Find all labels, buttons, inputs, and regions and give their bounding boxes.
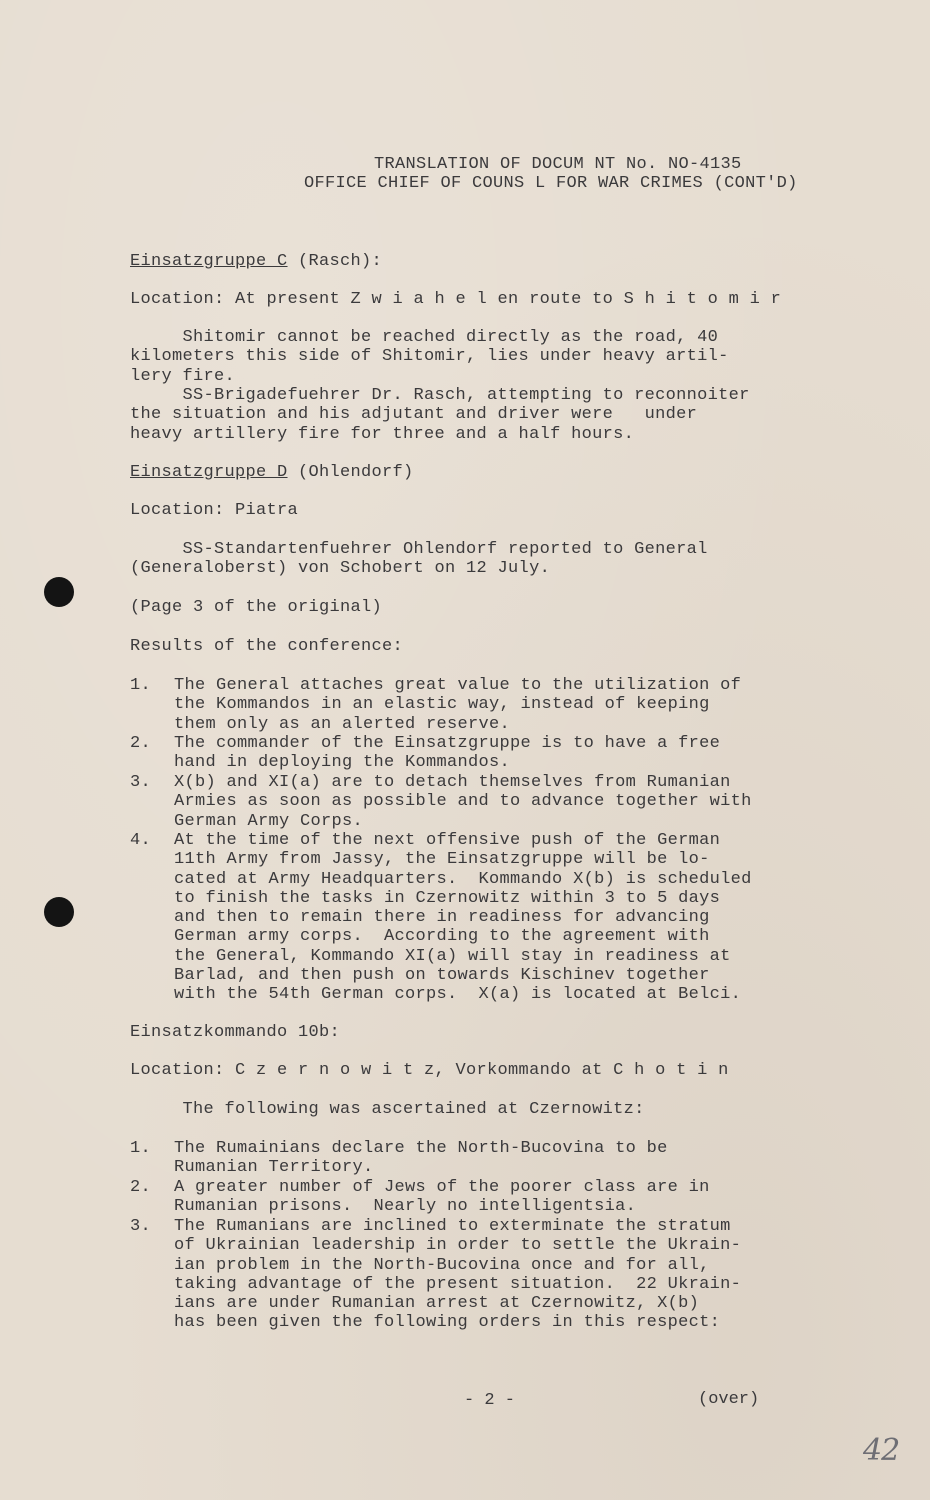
list-item-text: A greater number of Jews of the poorer class are in Rumanian prisons. Nearly no intelligentsia. — [174, 1178, 710, 1217]
section-heading-rest: (Rasch): — [287, 252, 383, 271]
page-note: (Page 3 of the original) — [130, 598, 383, 617]
paragraph-c-2: SS-Brigadefuehrer Dr. Rasch, attempting to reconnoiter the situation and his adjutant and driver were under heavy artillery fire for three and a half hours. — [130, 386, 750, 444]
list-item-text: X(b) and XI(a) are to detach themselves from Rumanian Armies as soon as possible and to advance together with German Army Corps. — [174, 773, 752, 831]
section-heading-name: Einsatzgruppe D — [130, 463, 288, 482]
list-item-number: 2. — [130, 1178, 152, 1197]
header-line-2: OFFICE CHIEF OF COUNS L FOR WAR CRIMES (CONT'D) — [304, 174, 798, 193]
list-item-number: 1. — [130, 676, 152, 695]
list-item-number: 3. — [130, 773, 152, 792]
handwritten-page-number: 42 — [863, 1433, 900, 1468]
section-heading-einsatzgruppe-d — [130, 463, 414, 482]
punch-hole — [44, 577, 74, 607]
location-line-d: Location: Piatra — [130, 501, 299, 520]
list-item-number: 3. — [130, 1217, 152, 1236]
page-number: - 2 - — [464, 1391, 516, 1410]
list-item-text: At the time of the next offensive push of the German 11th Army from Jassy, the Einsatzgruppe will be lo- cated at Army Headquarters. Kommando X(b) is scheduled to finish the tasks in Czernowitz within 3 to 5 days and then to remain there in readiness for advancing German army corps. According to the agreement with the General, Kommando XI(a) will stay in readiness at Barlad, and then push on towards Kischinev together with the 54th German corps. X(a) is located at Belci. — [174, 831, 752, 1005]
list-item-text: The General attaches great value to the utilization of the Kommandos in an elastic way, instead of keeping them only as an alerted reserve. — [174, 676, 742, 734]
over-note: (over) — [698, 1390, 760, 1409]
list-item-text: The commander of the Einsatzgruppe is to have a free hand in deploying the Kommandos. — [174, 734, 721, 773]
list-item-number: 4. — [130, 831, 152, 850]
list-item-text: The Rumainians declare the North-Bucovina to be Rumanian Territory. — [174, 1139, 668, 1178]
section-heading-name: Einsatzgruppe C — [130, 252, 288, 271]
list-item-number: 1. — [130, 1139, 152, 1158]
location-line-ek: Location: C z e r n o w i t z, Vorkommando at C h o t i n — [130, 1061, 729, 1080]
section-heading-einsatzgruppe-c — [130, 252, 382, 271]
paragraph-d-1: SS-Standartenfuehrer Ohlendorf reported to General (Generaloberst) von Schobert on 12 July. — [130, 540, 708, 579]
results-heading: Results of the conference: — [130, 637, 404, 656]
list-item-text: The Rumanians are inclined to exterminate the stratum of Ukrainian leadership in order to settle the Ukrain- ian problem in the North-Bucovina once and for all, taking advantage of the present situation. 22 Ukrain- ians are under Rumanian arrest at Czernowitz, X(b) has been given the following orders in this respect: — [174, 1217, 742, 1333]
section-heading-rest: (Ohlendorf) — [287, 463, 414, 482]
punch-hole — [44, 897, 74, 927]
paragraph-ek-1: The following was ascertained at Czernowitz: — [130, 1100, 645, 1119]
paragraph-c-1: Shitomir cannot be reached directly as the road, 40 kilometers this side of Shitomir, lies under heavy artil- lery fire. — [130, 328, 729, 386]
location-line-c: Location: At present Z w i a h e l en route to S h i t o m i r — [130, 290, 782, 309]
section-heading-einsatzkommando: Einsatzkommando 10b: — [130, 1023, 341, 1042]
header-line-1: TRANSLATION OF DOCUM NT No. NO-4135 — [374, 155, 742, 174]
list-item-number: 2. — [130, 734, 152, 753]
